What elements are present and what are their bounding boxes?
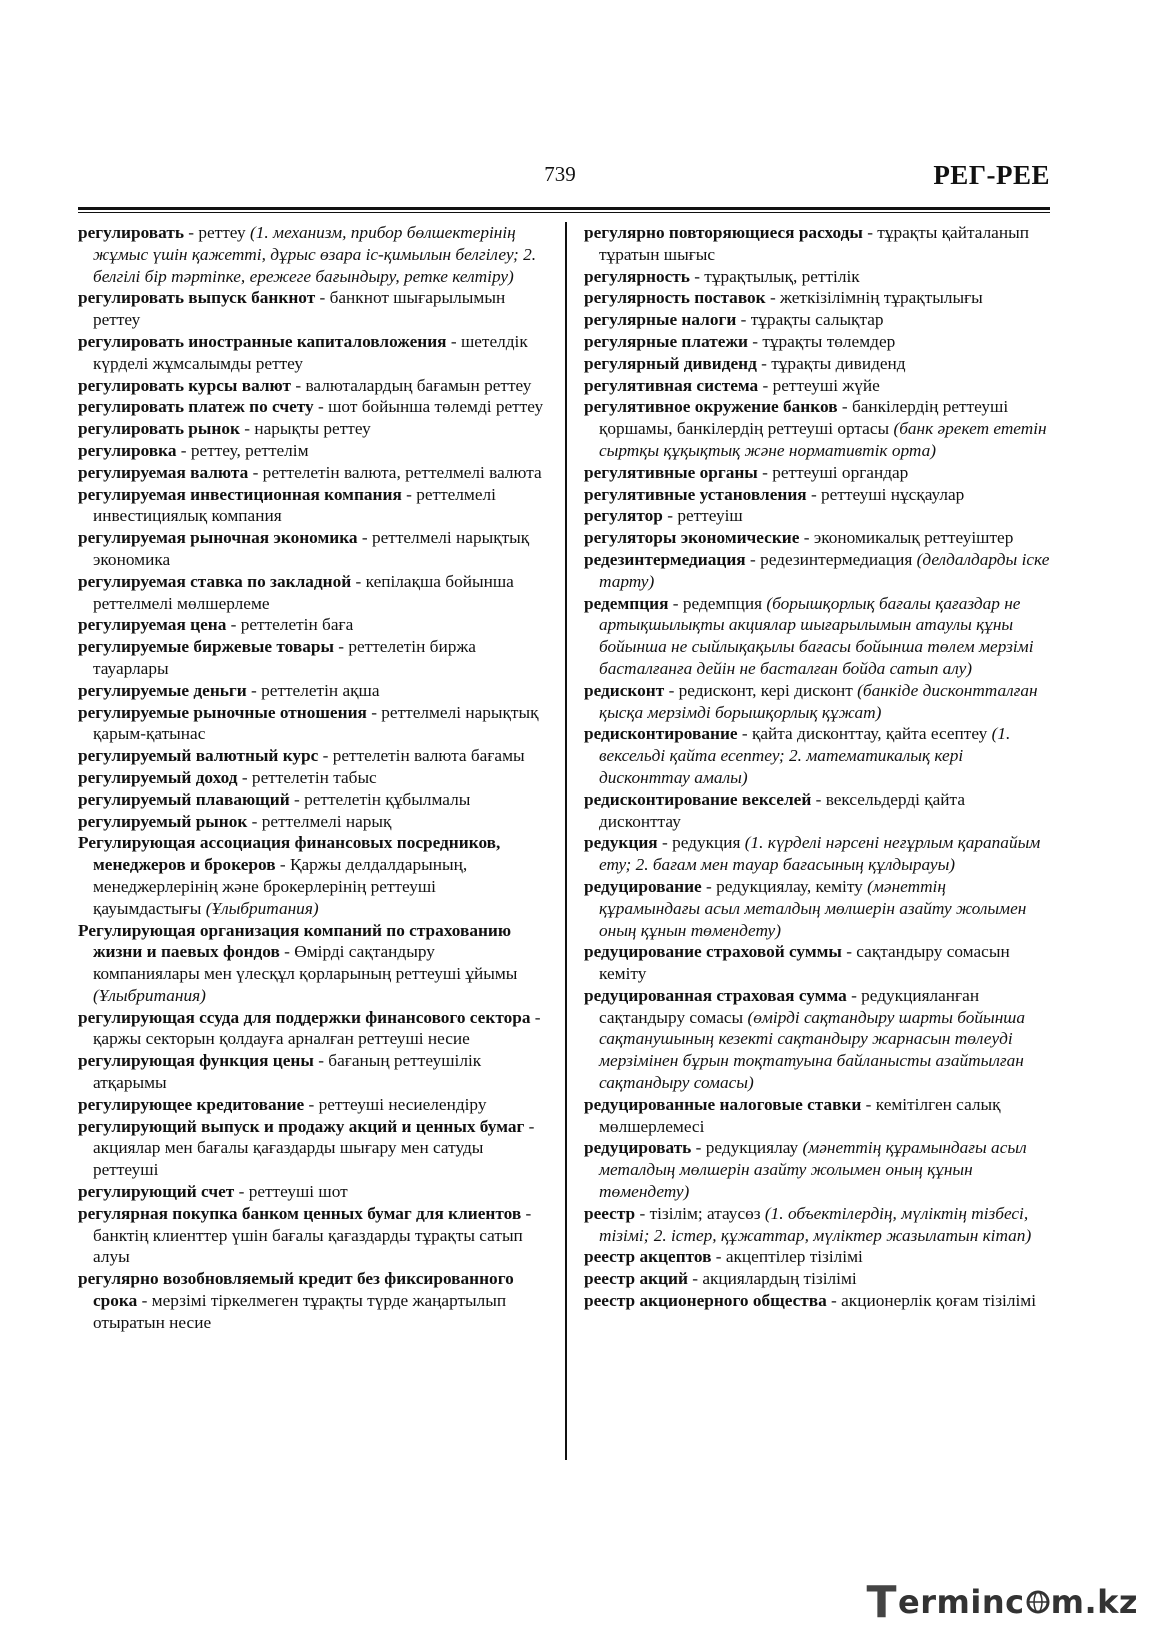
entry-definition: реттелетін ақша bbox=[261, 680, 380, 700]
entry-definition: вексельдерді қайта дисконттау bbox=[599, 789, 965, 831]
entry-definition: тұрақты қайталанып тұратын шығыс bbox=[599, 223, 1029, 264]
entry-term: редуцированная страховая сумма bbox=[584, 985, 847, 1005]
entry-definition: реттеуші органдар bbox=[772, 462, 909, 482]
entry-term: редисконтирование векселей bbox=[584, 789, 812, 809]
entry-term: редисконт bbox=[584, 680, 665, 700]
entry-separator: - bbox=[521, 1203, 532, 1223]
entry-definition: реттеуші нұсқаулар bbox=[821, 484, 965, 504]
dictionary-entry bbox=[584, 723, 1051, 788]
dictionary-entry bbox=[78, 1181, 545, 1203]
entry-term: регулируемый плавающий bbox=[78, 789, 290, 809]
entry-term: регулируемая валюта bbox=[78, 462, 249, 482]
entry-definition: жеткізілімнің тұрақтылығы bbox=[780, 288, 983, 308]
entry-definition: шетелдік күрделі жұмсалымды реттеу bbox=[93, 331, 528, 373]
entry-definition: кепілақша бойынша реттелмелі мөлшерлеме bbox=[93, 571, 514, 613]
entry-separator: - bbox=[357, 528, 372, 548]
entry-term: регулируемый доход bbox=[78, 767, 238, 787]
dictionary-entry bbox=[78, 767, 545, 789]
entry-separator: - bbox=[846, 985, 862, 1005]
dictionary-entry bbox=[78, 702, 545, 746]
entry-definition: бағаның реттеушілік атқарымы bbox=[93, 1051, 482, 1093]
entry-separator: - bbox=[687, 1269, 703, 1289]
entry-definition: валюталардың бағамын реттеу bbox=[305, 375, 532, 395]
entry-definition: реттеуші жүйе bbox=[772, 375, 880, 395]
entry-separator: - bbox=[279, 942, 295, 962]
entry-separator: - bbox=[234, 1182, 249, 1202]
entry-definition: реттеуші несиелендіру bbox=[318, 1094, 487, 1114]
entry-separator: - bbox=[291, 375, 306, 395]
entry-term: редуцирование bbox=[584, 876, 702, 896]
dictionary-entry bbox=[78, 331, 545, 375]
entry-term: регулятивное окружение банков bbox=[584, 397, 838, 417]
entry-definition: тізілім; атаусөз bbox=[649, 1203, 765, 1223]
entry-separator: - bbox=[246, 680, 262, 700]
entry-definition: редезинтермедиация bbox=[760, 549, 917, 569]
dictionary-entry bbox=[78, 527, 545, 571]
entry-separator: - bbox=[351, 571, 366, 591]
entry-note: (банк әрекет ететін сыртқы құқықтық және нормативтік орта) bbox=[599, 419, 1047, 460]
entry-term: регулятивные установления bbox=[584, 484, 807, 504]
entry-term: реестр акционерного общества bbox=[584, 1291, 827, 1311]
entry-definition: нарықты реттеу bbox=[254, 419, 371, 439]
entry-definition: экономикалық реттеуіштер bbox=[813, 528, 1014, 548]
page-number: 739 bbox=[544, 162, 576, 186]
dictionary-entry bbox=[78, 680, 545, 702]
dictionary-entry bbox=[584, 1246, 1051, 1268]
entry-term: регулярная покупка банком ценных бумаг для клиентов bbox=[78, 1203, 522, 1223]
right-column bbox=[584, 222, 1051, 1312]
entry-separator: - bbox=[662, 506, 678, 526]
entry-separator: - bbox=[711, 1247, 726, 1267]
entry-term: регулировать иностранные капиталовложения bbox=[78, 331, 447, 351]
entry-separator: - bbox=[176, 440, 191, 460]
entry-term: регулярность bbox=[584, 266, 690, 286]
entry-separator: - bbox=[736, 310, 751, 330]
entry-term: регулируемые рыночные отношения bbox=[78, 702, 367, 722]
header-rule-thin bbox=[78, 212, 1050, 213]
dictionary-entry bbox=[584, 505, 1051, 527]
dictionary-entry bbox=[78, 484, 545, 528]
entry-term: регулировать bbox=[78, 223, 184, 242]
dictionary-entry bbox=[78, 396, 545, 418]
dictionary-entry bbox=[584, 1137, 1051, 1202]
dictionary-entry bbox=[584, 593, 1051, 680]
entry-definition: реттелмелі нарықтық қарым-қатынас bbox=[93, 702, 539, 744]
entry-term: регуляторы экономические bbox=[584, 528, 800, 548]
entry-term: реестр bbox=[584, 1203, 636, 1223]
entry-definition: реттелетін табыс bbox=[251, 767, 377, 787]
entry-separator: - bbox=[313, 397, 329, 417]
dictionary-entry bbox=[78, 1203, 545, 1268]
dictionary-entry bbox=[78, 636, 545, 680]
entry-separator: - bbox=[757, 462, 773, 482]
dictionary-entry bbox=[584, 985, 1051, 1094]
entry-separator: - bbox=[635, 1203, 650, 1223]
entry-note: (1. вексельді қайта есептеу; 2. математикалық кері дисконттау амалы) bbox=[599, 724, 1011, 787]
entry-term: регулировать рынок bbox=[78, 419, 240, 439]
entry-definition: реттелетін валюта, реттелмелі валюта bbox=[262, 462, 542, 482]
entry-definition: реттелетін құбылмалы bbox=[304, 789, 471, 809]
dictionary-entry bbox=[584, 1268, 1051, 1290]
dictionary-entry bbox=[584, 876, 1051, 941]
entry-separator: - bbox=[826, 1291, 842, 1311]
dictionary-entry bbox=[78, 1268, 545, 1333]
entry-definition: қайта дисконттау, қайта есептеу bbox=[751, 724, 992, 744]
dictionary-entry bbox=[78, 418, 545, 440]
dictionary-entry bbox=[584, 1203, 1051, 1247]
entry-term: реестр акцептов bbox=[584, 1247, 712, 1267]
entry-term: регулирующее кредитование bbox=[78, 1094, 305, 1114]
watermark-initial: T bbox=[866, 1576, 898, 1628]
entry-definition: акциялар мен бағалы қағаздарды шығару мен сатуды реттеуші bbox=[93, 1138, 484, 1180]
entry-term: редемпция bbox=[584, 593, 669, 613]
dictionary-entry bbox=[78, 375, 545, 397]
entry-separator: - bbox=[304, 1094, 319, 1114]
entry-note: (Ұлыбритания) bbox=[93, 985, 206, 1005]
dictionary-entry bbox=[78, 789, 545, 811]
entry-definition: реттеу bbox=[198, 223, 250, 242]
entry-note: (делдалдарды іске тарту) bbox=[599, 549, 1050, 591]
entry-term: регулярный дивиденд bbox=[584, 353, 757, 373]
entry-definition: банкнот шығарылымын реттеу bbox=[93, 288, 506, 330]
entry-separator: - bbox=[275, 855, 290, 875]
entry-note: (борышқорлық бағалы қағаздар не артықшылықты акциялар шығарылымын атаулы құны бойынша не сыйлықақылы бағасы бойынша төлем мерзімі басталғанға дейін не басталған бойда сатып алу) bbox=[599, 593, 1034, 678]
dictionary-entry bbox=[584, 287, 1051, 309]
dictionary-entry bbox=[584, 1094, 1051, 1138]
entry-separator: - bbox=[806, 484, 822, 504]
dictionary-entry bbox=[78, 832, 545, 919]
entry-definition: тұрақтылық, реттілік bbox=[704, 266, 860, 286]
entry-separator: - bbox=[524, 1116, 535, 1136]
entry-term: регулирующий счет bbox=[78, 1182, 235, 1202]
entry-term: регулярные платежи bbox=[584, 331, 748, 351]
entry-definition: редукциялау, кеміту bbox=[716, 876, 868, 896]
entry-separator: - bbox=[841, 942, 857, 962]
entry-term: Регулирующая ассоциация финансовых посредников, менеджеров и брокеров bbox=[78, 833, 501, 875]
entry-definition: реттеуіш bbox=[677, 506, 743, 526]
entry-definition: акцептілер тізілімі bbox=[725, 1247, 863, 1267]
entry-definition: реттелетін биржа тауарлары bbox=[93, 637, 476, 678]
entry-term: регулировка bbox=[78, 440, 177, 460]
entry-definition: реттелетін валюта бағамы bbox=[332, 746, 525, 766]
left-column bbox=[78, 222, 545, 1334]
entry-note: (1. объектілердің, мүліктің тізбесі, тізімі; 2. істер, құжаттар, мүліктер жазылатын кітап) bbox=[599, 1203, 1032, 1245]
entry-term: регулировать курсы валют bbox=[78, 375, 292, 395]
entry-separator: - bbox=[765, 288, 781, 308]
entry-definition: банктің клиенттер үшін бағалы қағаздарды тұрақты сатып алуы bbox=[93, 1225, 523, 1267]
entry-term: регулярно повторяющиеся расходы bbox=[584, 223, 863, 242]
dictionary-entry bbox=[584, 462, 1051, 484]
entry-term: редисконтирование bbox=[584, 724, 738, 744]
entry-definition: мерзімі тіркелмеген тұрақты түрде жаңартылып отыратын несие bbox=[93, 1291, 507, 1332]
dictionary-entry bbox=[584, 222, 1051, 266]
entry-term: редуцирование страховой суммы bbox=[584, 942, 842, 962]
entry-term: регулятивная система bbox=[584, 375, 759, 395]
entry-definition: сақтандыру сомасын кеміту bbox=[599, 942, 1010, 984]
entry-separator: - bbox=[799, 528, 814, 548]
entry-separator: - bbox=[366, 702, 382, 722]
dictionary-entry bbox=[78, 1050, 545, 1094]
dictionary-entry bbox=[78, 571, 545, 615]
entry-separator: - bbox=[747, 331, 763, 351]
entry-separator: - bbox=[248, 462, 263, 482]
entry-separator: - bbox=[137, 1291, 152, 1311]
entry-term: регулирующая ссуда для поддержки финансового сектора bbox=[78, 1007, 531, 1027]
entry-definition: редукцияланған сақтандыру сомасы bbox=[599, 985, 980, 1027]
entry-definition: акционерлік қоғам тізілімі bbox=[841, 1291, 1036, 1311]
entry-definition: редукция bbox=[672, 833, 745, 853]
entry-definition: шот бойынша төлемді реттеу bbox=[328, 397, 544, 417]
header-rule-thick bbox=[78, 207, 1050, 210]
dictionary-entry bbox=[584, 832, 1051, 876]
entry-term: регулирующий выпуск и продажу акций и ценных бумаг bbox=[78, 1116, 525, 1136]
entry-separator: - bbox=[701, 876, 717, 896]
entry-definition: банкілердің реттеуші қоршамы, банкілердің реттеуші ортасы bbox=[599, 397, 1009, 439]
entry-definition: редемпция bbox=[682, 593, 767, 613]
entry-note: (өмірді сақтандыру шарты бойынша сақтанушының кезекті сақтандыру жарнасын төлеуді мерзімінен бұрын тоқтатуына байланысты азайтылған сақтандыру сомасы) bbox=[599, 1007, 1025, 1093]
dictionary-entry bbox=[584, 789, 1051, 833]
dictionary-entry bbox=[584, 396, 1051, 461]
entry-separator: - bbox=[668, 593, 683, 613]
entry-definition: реттелетін баға bbox=[240, 615, 354, 635]
entry-separator: - bbox=[530, 1007, 541, 1027]
entry-term: Регулирующая организация компаний по страхованию жизни и паевых фондов bbox=[78, 920, 512, 962]
watermark-text-mid: erminc bbox=[898, 1583, 1025, 1621]
watermark-text-suffix: m.kz bbox=[1050, 1583, 1138, 1621]
watermark-logo bbox=[867, 1577, 1138, 1627]
entry-term: регулярно возобновляемый кредит без фиксированного срока bbox=[78, 1269, 514, 1311]
entry-separator: - bbox=[689, 266, 705, 286]
dictionary-entry bbox=[78, 614, 545, 636]
entry-definition: реттелмелі нарық bbox=[261, 811, 392, 831]
entry-term: регулятор bbox=[584, 506, 663, 526]
dictionary-entry bbox=[78, 1116, 545, 1181]
dictionary-entry bbox=[584, 484, 1051, 506]
entry-separator: - bbox=[758, 375, 773, 395]
entry-separator: - bbox=[237, 767, 252, 787]
entry-definition: реттелмелі нарықтық экономика bbox=[93, 528, 530, 569]
entry-term: регулярность поставок bbox=[584, 288, 766, 308]
entry-separator: - bbox=[239, 419, 255, 439]
entry-separator: - bbox=[862, 223, 878, 242]
entry-term: регулирующая функция цены bbox=[78, 1051, 314, 1071]
entry-separator: - bbox=[837, 397, 852, 417]
entry-definition: кемітілген салық мөлшерлемесі bbox=[599, 1094, 1001, 1136]
entry-term: регулируемая ставка по закладной bbox=[78, 571, 352, 591]
entry-definition: Қаржы делдалдарының, менеджерлерінің және брокерлерінің реттеуші қауымдастығы bbox=[93, 855, 468, 918]
dictionary-entry bbox=[78, 287, 545, 331]
entry-note: (1. механизм, прибор бөлшектерінің жұмыс үшін қажетті, дұрыс өзара іс-қимылын белгілеу; 2. белгілі бір тәртіпке, ережеге бағындыру, ретке келтіру) bbox=[93, 223, 537, 286]
entry-definition: тұрақты төлемдер bbox=[762, 331, 896, 351]
entry-separator: - bbox=[318, 746, 333, 766]
entry-separator: - bbox=[315, 288, 330, 308]
dictionary-entry bbox=[78, 440, 545, 462]
entry-definition: қаржы секторын қолдауға арналған реттеуші несие bbox=[93, 1029, 470, 1049]
entry-separator: - bbox=[289, 789, 305, 809]
entry-definition: тұрақты салықтар bbox=[750, 310, 884, 330]
entry-separator: - bbox=[745, 549, 761, 569]
entry-separator: - bbox=[313, 1051, 329, 1071]
entry-separator: - bbox=[401, 484, 417, 504]
entry-definition: реттелмелі инвестициялық компания bbox=[93, 484, 496, 526]
dictionary-entry bbox=[584, 549, 1051, 593]
dictionary-entry bbox=[584, 353, 1051, 375]
entry-term: редуцированные налоговые ставки bbox=[584, 1094, 862, 1114]
entry-separator: - bbox=[691, 1138, 706, 1158]
dictionary-entry bbox=[78, 462, 545, 484]
page-range-heading: РЕГ-РЕЕ bbox=[933, 160, 1050, 190]
globe-icon bbox=[1026, 1590, 1050, 1614]
entry-separator: - bbox=[737, 724, 752, 744]
entry-definition: реттеуші шот bbox=[248, 1182, 348, 1202]
entry-definition: редукциялау bbox=[705, 1138, 803, 1158]
entry-term: регулируемая инвестиционная компания bbox=[78, 484, 402, 504]
entry-definition: тұрақты дивиденд bbox=[771, 353, 906, 373]
entry-definition: редисконт, кері дисконт bbox=[678, 680, 858, 700]
dictionary-entry bbox=[584, 1290, 1051, 1312]
dictionary-entry bbox=[584, 680, 1051, 724]
dictionary-entry bbox=[78, 920, 545, 1007]
entry-separator: - bbox=[333, 637, 349, 657]
entry-note: (мәнеттің құрамындағы асыл металдың мөлшерін азайту жолымен оның құнын төмендету) bbox=[599, 876, 1027, 940]
dictionary-entry bbox=[584, 527, 1051, 549]
entry-definition: реттеу, реттелім bbox=[190, 440, 309, 460]
entry-term: редуцировать bbox=[584, 1138, 692, 1158]
entry-definition: акциялардың тізілімі bbox=[702, 1269, 857, 1289]
entry-separator: - bbox=[247, 811, 262, 831]
entry-separator: - bbox=[756, 353, 772, 373]
entry-note: (1. күрделі нәрсені неғұрлым қарапайым ету; 2. бағам мен тауар бағасының құлдырауы) bbox=[599, 833, 1041, 875]
entry-term: регулируемые биржевые товары bbox=[78, 637, 334, 657]
dictionary-entry bbox=[78, 1007, 545, 1051]
entry-separator: - bbox=[226, 615, 241, 635]
entry-note: (мәнеттің құрамындағы асыл металдың мөлшерін азайту жолымен оның құнын төмендету) bbox=[599, 1138, 1027, 1202]
entry-term: регулятивные органы bbox=[584, 462, 758, 482]
dictionary-entry bbox=[78, 1094, 545, 1116]
entry-separator: - bbox=[861, 1094, 876, 1114]
dictionary-entry bbox=[584, 309, 1051, 331]
dictionary-entry bbox=[584, 266, 1051, 288]
entry-term: регулируемый валютный курс bbox=[78, 746, 319, 766]
entry-term: редукция bbox=[584, 833, 658, 853]
dictionary-entry bbox=[78, 811, 545, 833]
dictionary-entry bbox=[78, 745, 545, 767]
entry-note: (Ұлыбритания) bbox=[205, 898, 319, 918]
entry-separator: - bbox=[446, 331, 461, 351]
entry-term: регулируемый рынок bbox=[78, 811, 248, 831]
entry-term: регулировать выпуск банкнот bbox=[78, 288, 316, 308]
entry-separator: - bbox=[664, 680, 679, 700]
entry-definition: Өмірді сақтандыру компаниялары мен үлесқұл қорларының реттеуші ұйымы bbox=[93, 942, 518, 984]
dictionary-entry bbox=[584, 941, 1051, 985]
entry-term: регулируемая цена bbox=[78, 615, 227, 635]
entry-note: (банкіде дисконтталған қысқа мерзімді борышқорлық құжат) bbox=[599, 680, 1038, 722]
entry-term: редезинтермедиация bbox=[584, 549, 746, 569]
dictionary-entry bbox=[584, 375, 1051, 397]
entry-term: регулировать платеж по счету bbox=[78, 397, 314, 417]
entry-separator: - bbox=[183, 223, 199, 242]
entry-separator: - bbox=[657, 833, 673, 853]
entry-term: регулируемые деньги bbox=[78, 680, 247, 700]
column-divider bbox=[565, 222, 567, 1460]
dictionary-entry bbox=[78, 222, 545, 287]
dictionary-entry bbox=[584, 331, 1051, 353]
entry-term: реестр акций bbox=[584, 1269, 688, 1289]
entry-term: регулируемая рыночная экономика bbox=[78, 528, 358, 548]
entry-term: регулярные налоги bbox=[584, 310, 737, 330]
entry-separator: - bbox=[811, 789, 826, 809]
